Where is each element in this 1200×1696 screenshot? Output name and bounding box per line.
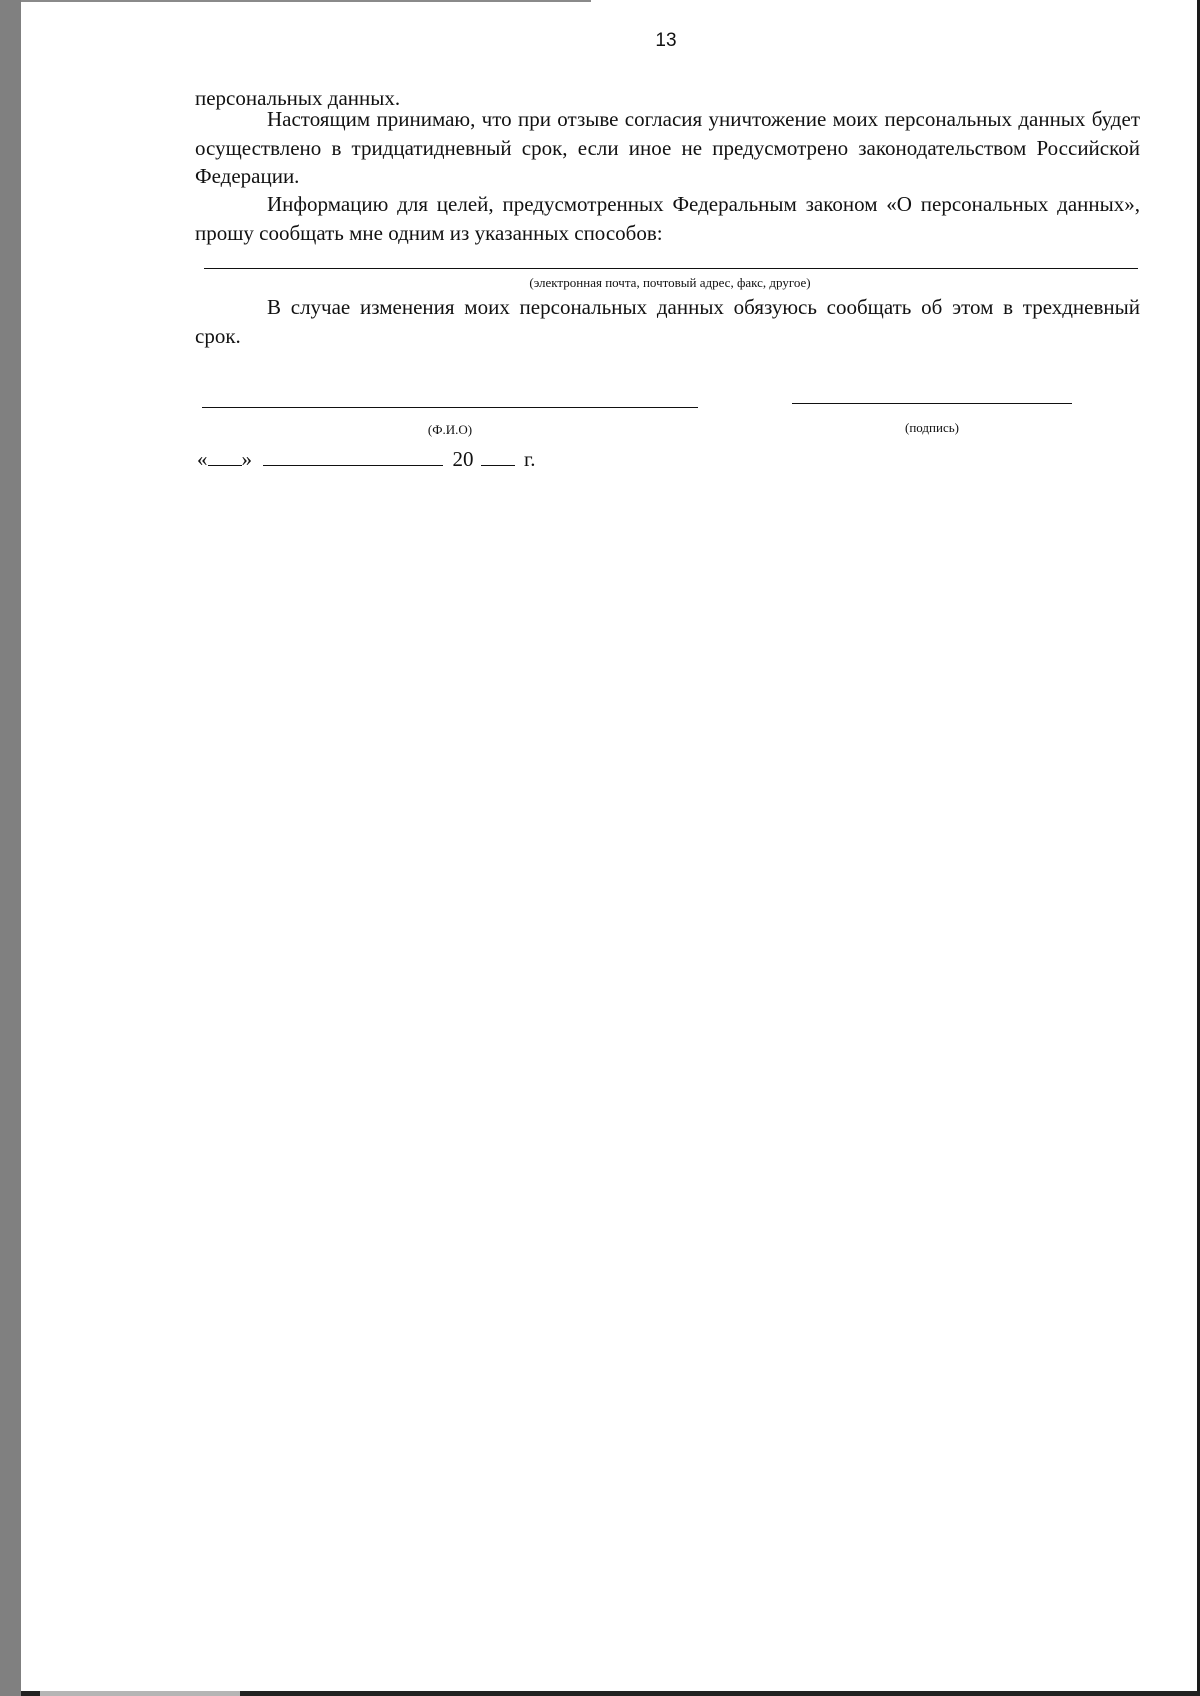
full-name-line[interactable] [202,407,698,408]
paragraph-consent-withdrawal: Настоящим принимаю, что при отзыве согласия уничтожение моих персональных данных будет осуществлено в тридцатидневный срок, если иное не предусмотрено законодательством Российской Федерации. [195,107,1140,188]
paragraph-change-notification: В случае изменения моих персональных данных обязуюсь сообщать об этом в трехдневный срок. [195,295,1140,348]
page-number: 13 [655,30,677,51]
year-prefix: 20 [452,447,474,471]
scan-border-top [21,0,591,2]
full-name-caption: (Ф.И.О) [427,422,473,437]
signature-caption: (подпись) [905,420,959,435]
contact-method-caption: (электронная почта, почтовый адрес, факс, другое) [529,275,811,290]
year-blank[interactable] [481,447,515,466]
year-suffix: г. [524,447,536,471]
scan-border-bottom-gray [40,1691,240,1696]
signature-line[interactable] [792,403,1072,404]
paragraph-information-method: Информацию для целей, предусмотренных Федеральным законом «О персональных данных», прошу сообщать мне одним из указанных способов: [195,192,1140,245]
scan-border-left [0,0,21,1696]
date-line [197,447,536,472]
contact-method-line[interactable] [204,268,1138,269]
month-blank[interactable] [263,447,443,466]
day-blank[interactable] [208,447,242,466]
paragraph-continuation: персональных данных. [195,86,401,110]
date-open-quote: « [197,447,208,471]
date-close-quote: » [241,447,252,471]
